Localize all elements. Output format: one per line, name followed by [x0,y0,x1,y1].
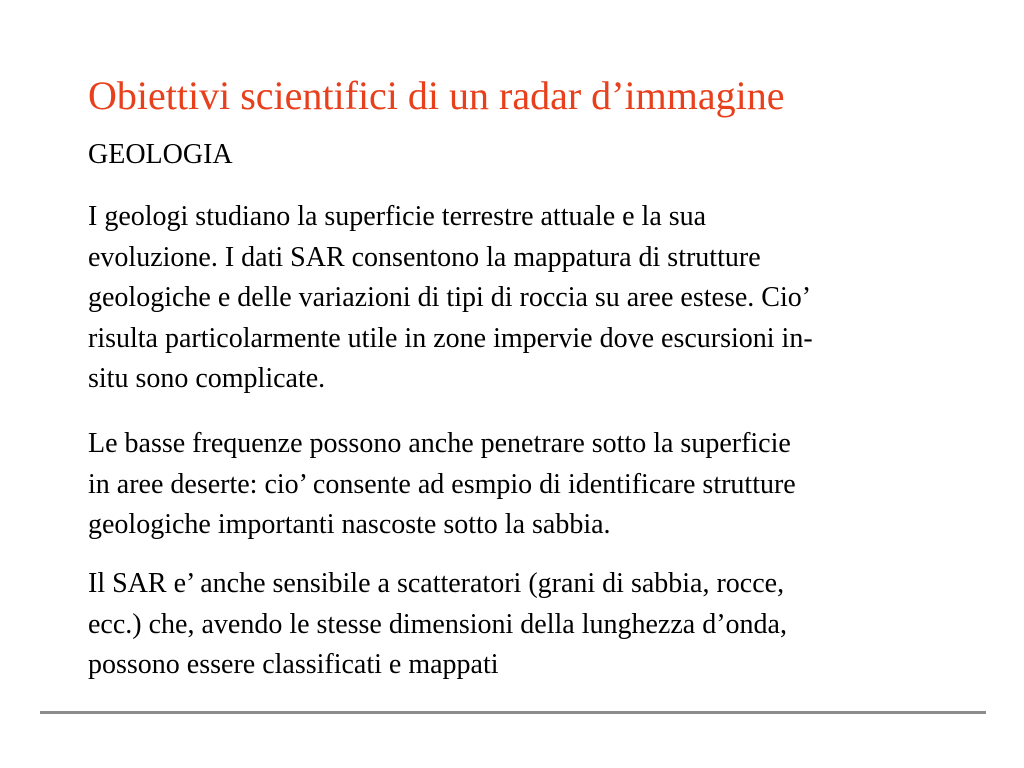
paragraph-line: Il SAR e’ anche sensibile a scatteratori (grani di sabbia, rocce, [88,568,785,599]
paragraph-line: ecc.) che, avendo le stesse dimensioni della lunghezza d’onda, [88,608,787,640]
paragraph-line: I geologi studiano la superficie terrestre attuale e la sua [88,201,707,232]
paragraph-line: possono essere classificati e mappati [88,649,499,680]
paragraph-3 [88,564,988,686]
slide-title: Obiettivi scientifici di un radar d’immagine [88,73,785,118]
paragraph-2 [88,424,988,546]
paragraph-line: risulta particolarmente utile in zone impervie dove escursioni in- [88,322,813,354]
paragraph-line: Le basse frequenze possono anche penetrare sotto la superficie [88,428,791,459]
section-heading: GEOLOGIA [88,139,233,170]
paragraph-1 [88,197,988,400]
paragraph-line: situ sono complicate. [88,363,326,394]
footer-divider [40,711,986,714]
paragraph-line: in aree deserte: cio’ consente ad esmpio di identificare strutture [88,468,796,500]
paragraph-line: geologiche importanti nascoste sotto la sabbia. [88,509,611,540]
paragraph-line: geologiche e delle variazioni di tipi di roccia su aree estese. Cio’ [88,282,812,313]
paragraph-line: evoluzione. I dati SAR consentono la mappatura di strutture [88,241,761,273]
